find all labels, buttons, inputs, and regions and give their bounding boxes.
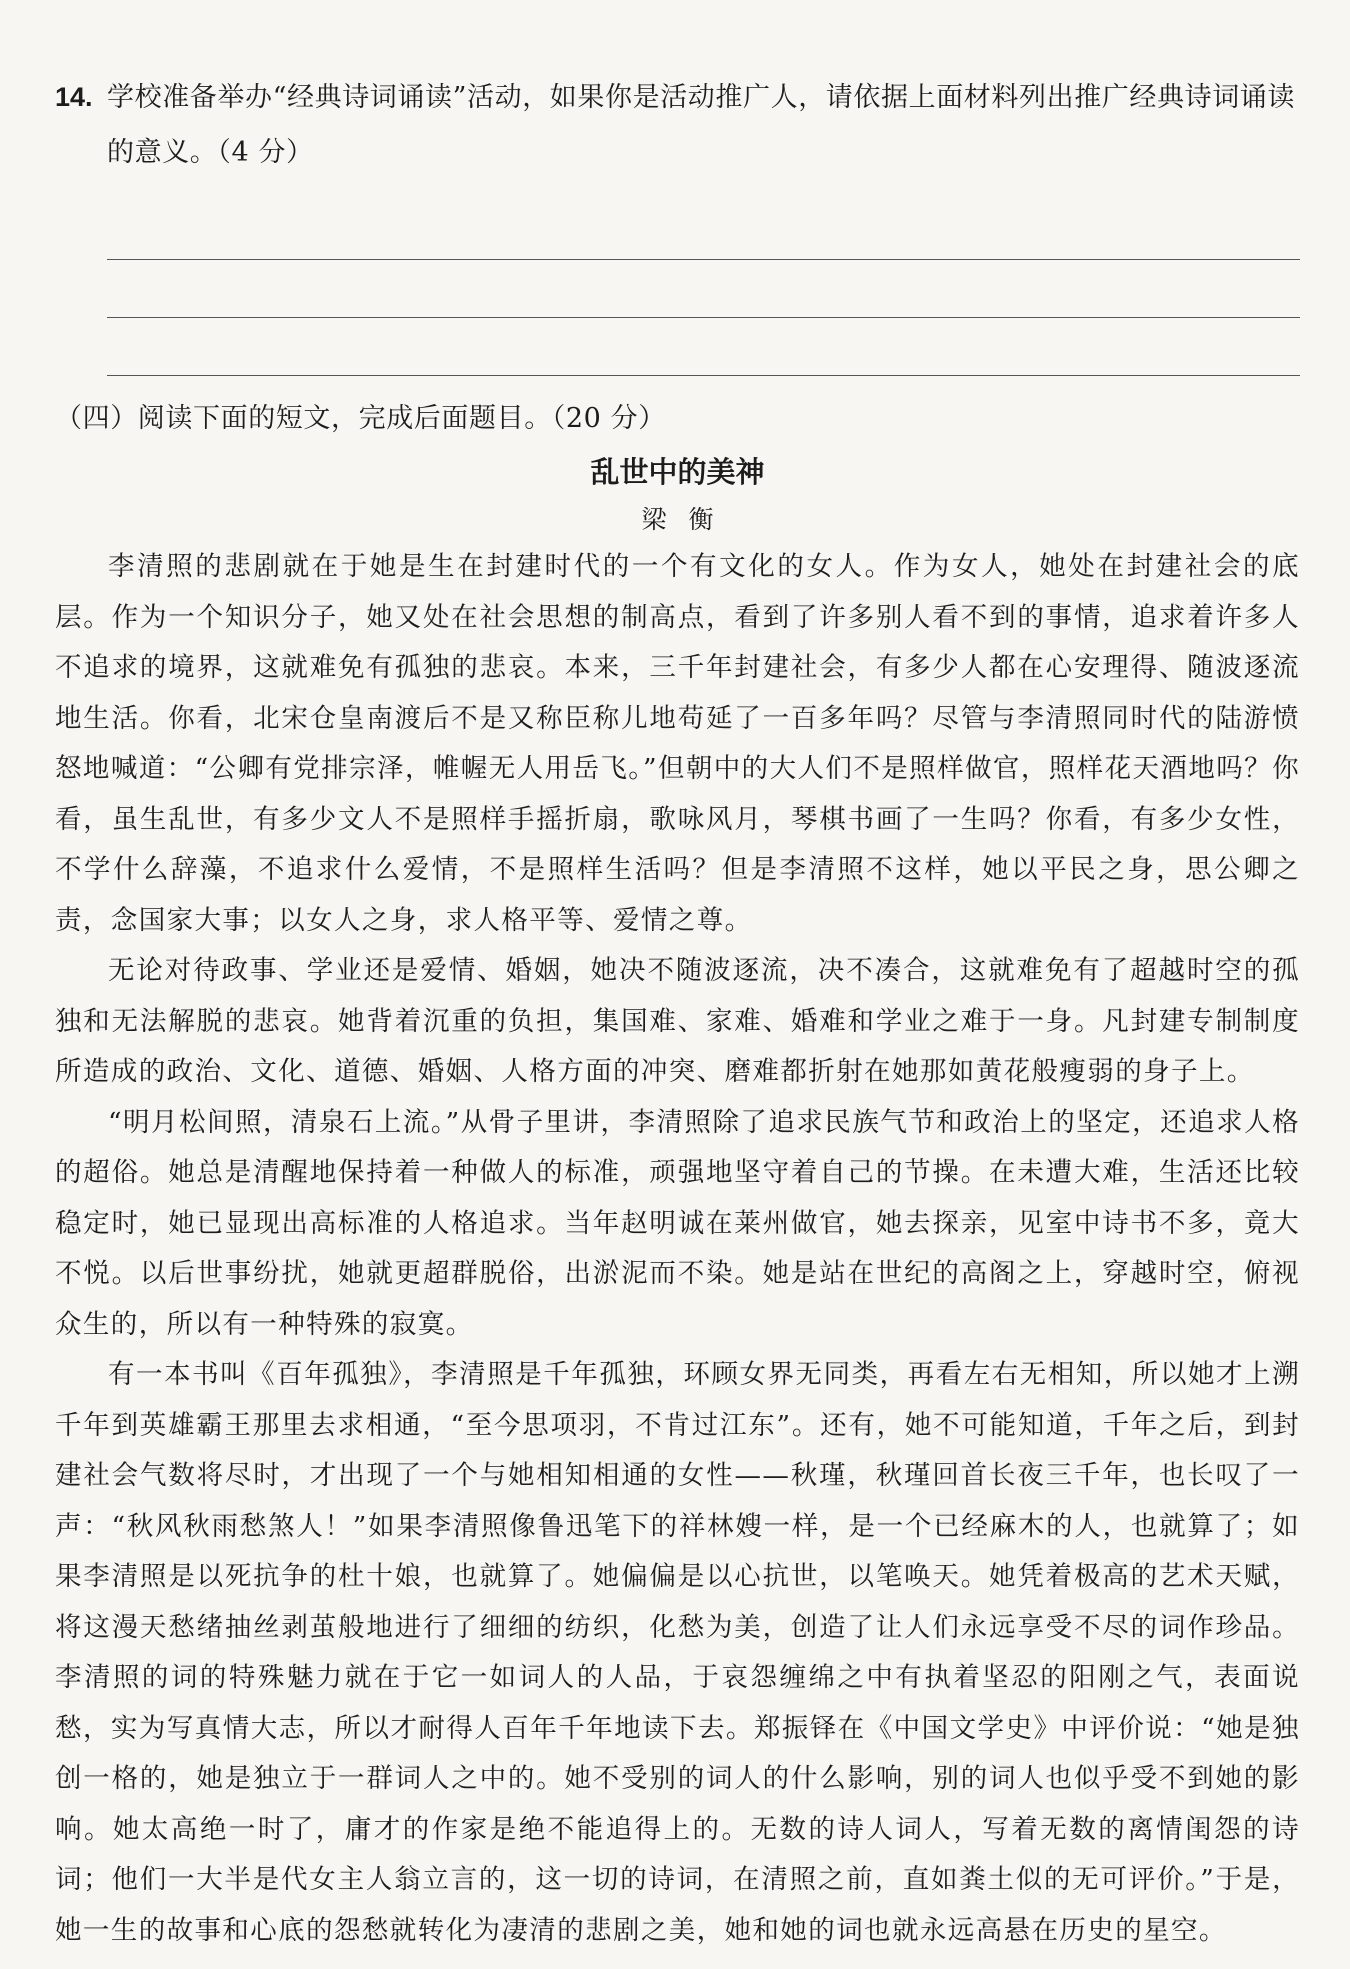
answer-line[interactable] — [107, 318, 1300, 376]
article-author: 梁衡 — [641, 505, 736, 534]
answer-line[interactable] — [107, 202, 1300, 260]
question-14 — [55, 70, 1300, 180]
section-heading: （四）阅读下面的短文，完成后面题目。（20 分） — [55, 403, 666, 434]
article-title: 乱世中的美神 — [590, 455, 765, 489]
exam-page — [55, 70, 1300, 1956]
article-paragraph: “明月松间照，清泉石上流。”从骨子里讲，李清照除了追求民族气节和政治上的坚定，还追求人格的超俗。她总是清醒地保持着一种做人的标准，顽强地坚守着自己的节操。在未遭大难，生活还比较稳定时，她已显现出高标准的人格追求。当年赵明诚在莱州做官，她去探亲，见室中诗书不多，竟大不悦。以后世事纷扰，她就更超群脱俗，出淤泥而不染。她是站在世纪的高阁之上，穿越时空，俯视众生的，所以有一种特殊的寂寞。 — [55, 1106, 1300, 1340]
question-text: 学校准备举办“经典诗词诵读”活动，如果你是活动推广人，请依据上面材料列出推广经典诗词诵读的意义。（4 分） — [107, 82, 1296, 168]
answer-line[interactable] — [107, 260, 1300, 318]
article-paragraph: 无论对待政事、学业还是爱情、婚姻，她决不随波逐流，决不凑合，这就难免有了超越时空的孤独和无法解脱的悲哀。她背着沉重的负担，集国难、家难、婚难和学业之难于一身。凡封建专制制度所造成的政治、文化、道德、婚姻、人格方面的冲突、磨难都折射在她那如黄花般瘦弱的身子上。 — [55, 955, 1300, 1087]
article-paragraph: 有一本书叫《百年孤独》，李清照是千年孤独，环顾女界无同类，再看左右无相知，所以她才上溯千年到英雄霸王那里去求相通，“至今思项羽，不肯过江东”。还有，她不可能知道，千年之后，到封建社会气数将尽时，才出现了一个与她相知相通的女性——秋瑾，秋瑾回首长夜三千年，也长叹了一声：“秋风秋雨愁煞人！”如果李清照像鲁迅笔下的祥林嫂一样，是一个已经麻木的人，也就算了；如果李清照是以死抗争的杜十娘，也就算了。她偏偏是以心抗世，以笔唤天。她凭着极高的艺术天赋，将这漫天愁绪抽丝剥茧般地进行了细细的纺织，化愁为美，创造了让人们永远享受不尽的词作珍品。李清照的词的特殊魅力就在于它一如词人的人品，于哀怨缠绵之中有执着坚忍的阳刚之气，表面说愁，实为写真情大志，所以才耐得人百年千年地读下去。郑振铎在《中国文学史》中评价说：“她是独创一格的，她是独立于一群词人之中的。她不受别的词人的什么影响，别的词人也似乎受不到她的影响。她太高绝一时了，庸才的作家是绝不能追得上的。无数的诗人词人，写着无数的离情闺怨的诗词；他们一大半是代女主人翁立言的，这一切的诗词，在清照之前，直如粪土似的无可评价。”于是，她一生的故事和心底的怨愁就转化为凄清的悲剧之美，她和她的词也就永远高悬在历史的星空。 — [55, 1359, 1300, 1946]
answer-area[interactable] — [107, 202, 1300, 376]
article-paragraph: 李清照的悲剧就在于她是生在封建时代的一个有文化的女人。作为女人，她处在封建社会的底层。作为一个知识分子，她又处在社会思想的制高点，看到了许多别人看不到的事情，追求着许多人不追求的境界，这就难免有孤独的悲哀。本来，三千年封建社会，有多少人都在心安理得、随波逐流地生活。你看，北宋仓皇南渡后不是又称臣称儿地苟延了一百多年吗？尽管与李清照同时代的陆游愤怒地喊道：“公卿有党排宗泽，帷幄无人用岳飞。”但朝中的大人们不是照样做官，照样花天酒地吗？你看，虽生乱世，有多少文人不是照样手摇折扇，歌咏风月，琴棋书画了一生吗？你看，有多少女性，不学什么辞藻，不追求什么爱情，不是照样生活吗？但是李清照不这样，她以平民之身，思公卿之责，念国家大事；以女人之身，求人格平等、爱情之尊。 — [55, 551, 1300, 936]
question-number: 14. — [55, 82, 93, 112]
